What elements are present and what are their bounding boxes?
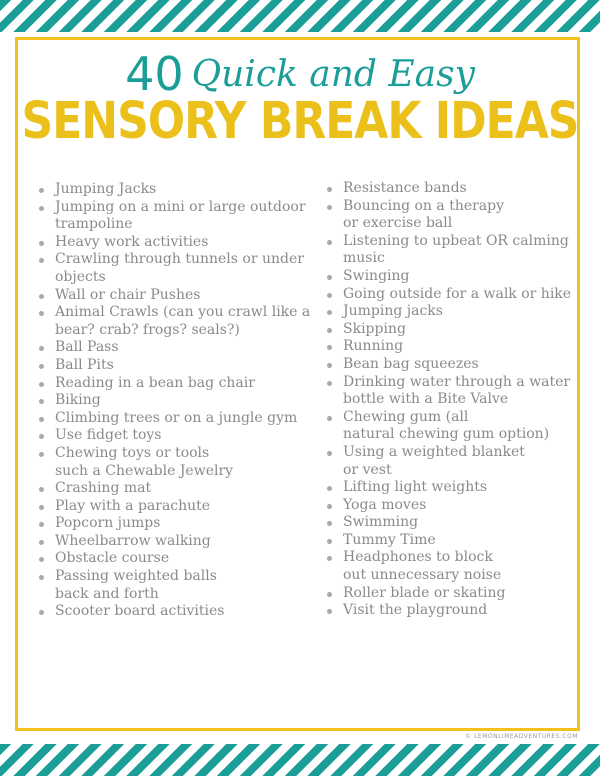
list-item: Climbing trees or on a jungle gym — [38, 410, 328, 428]
list-item: Jumping jacks — [326, 303, 581, 321]
list-item: Chewing toys or tools such a Chewable Jewelry — [38, 445, 328, 480]
list-item: Bean bag squeezes — [326, 356, 581, 374]
list-item: Ball Pits — [38, 357, 328, 375]
list-item: Resistance bands — [326, 180, 581, 198]
list-item: Drinking water through a water bottle with a Bite Valve — [326, 374, 581, 409]
list-item: Bouncing on a therapy or exercise ball — [326, 198, 581, 233]
bottom-stripe-border — [0, 744, 600, 776]
list-item: Obstacle course — [38, 550, 328, 568]
list-item: Scooter board activities — [38, 603, 328, 621]
list-item: Listening to upbeat OR calming music — [326, 233, 581, 268]
list-item: Crashing mat — [38, 480, 328, 498]
list-item: Passing weighted balls back and forth — [38, 568, 328, 603]
list-item: Jumping on a mini or large outdoor trampoline — [38, 199, 328, 234]
list-item: Going outside for a walk or hike — [326, 286, 581, 304]
list-item: Animal Crawls (can you crawl like a bear? crab? frogs? seals?) — [38, 304, 328, 339]
list-item: Visit the playground — [326, 602, 581, 620]
title-main: SENSORY BREAK IDEAS — [21, 92, 579, 151]
list-item: Yoga moves — [326, 497, 581, 515]
list-item: Popcorn jumps — [38, 515, 328, 533]
list-item: Tummy Time — [326, 532, 581, 550]
list-item: Lifting light weights — [326, 479, 581, 497]
right-idea-list — [326, 180, 581, 620]
list-item: Heavy work activities — [38, 234, 328, 252]
top-stripe-border — [0, 0, 600, 32]
footer-credit: © LEMONLIMEADVENTURES.COM — [465, 733, 578, 740]
list-item: Headphones to block out unnecessary noise — [326, 549, 581, 584]
title-script: Quick and Easy — [191, 53, 475, 95]
list-item: Biking — [38, 392, 328, 410]
list-item: Use fidget toys — [38, 427, 328, 445]
list-item: Reading in a bean bag chair — [38, 375, 328, 393]
list-item: Running — [326, 338, 581, 356]
list-item: Using a weighted blanket or vest — [326, 444, 581, 479]
list-item: Skipping — [326, 321, 581, 339]
list-item: Wall or chair Pushes — [38, 287, 328, 305]
list-item: Jumping Jacks — [38, 181, 328, 199]
list-item: Roller blade or skating — [326, 585, 581, 603]
list-item: Swimming — [326, 514, 581, 532]
left-idea-list — [38, 181, 328, 621]
list-item: Ball Pass — [38, 339, 328, 357]
list-item: Crawling through tunnels or under objects — [38, 251, 328, 286]
list-item: Swinging — [326, 268, 581, 286]
list-item: Wheelbarrow walking — [38, 533, 328, 551]
list-item: Play with a parachute — [38, 498, 328, 516]
list-item: Chewing gum (all natural chewing gum option) — [326, 409, 581, 444]
title-number: 40 — [125, 47, 184, 101]
